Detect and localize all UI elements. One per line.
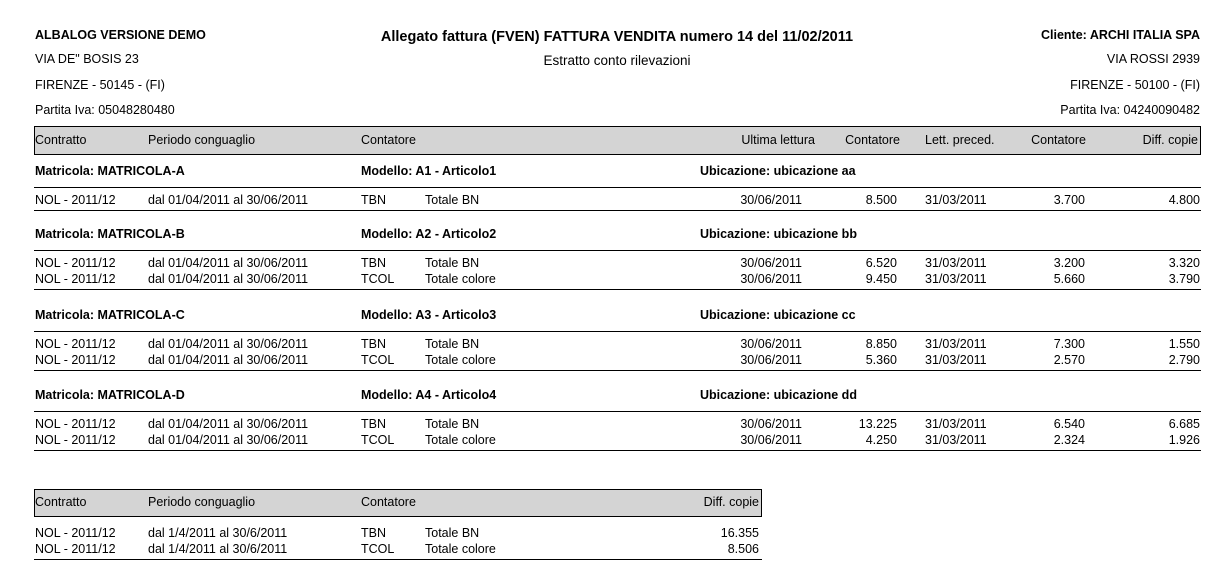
row-desc: Totale BN	[425, 337, 480, 351]
row-desc: Totale colore	[425, 353, 496, 367]
summary-row-code: TBN	[361, 526, 386, 540]
group-ubicazione: Ubicazione: ubicazione cc	[700, 308, 856, 322]
row-desc: Totale colore	[425, 433, 496, 447]
summary-row-code: TCOL	[361, 542, 395, 556]
group-matricola: Matricola: MATRICOLA-A	[35, 164, 185, 178]
row-periodo: dal 01/04/2011 al 30/06/2011	[148, 193, 309, 207]
row-code: TCOL	[361, 272, 395, 286]
row-periodo: dal 01/04/2011 al 30/06/2011	[148, 337, 309, 351]
group-end-line	[34, 450, 1201, 451]
group-modello: Modello: A4 - Articolo4	[361, 388, 497, 402]
col-periodo: Periodo conguaglio	[148, 133, 256, 147]
group-separator	[34, 187, 1201, 188]
group-modello: Modello: A2 - Articolo2	[361, 227, 497, 241]
row-ultima: 30/06/2011	[740, 256, 802, 270]
row-ultima: 30/06/2011	[740, 417, 802, 431]
row-cont1: 9.450	[865, 272, 897, 286]
client-vat: Partita Iva: 04240090482	[1060, 103, 1200, 117]
client-address: VIA ROSSI 2939	[1106, 52, 1200, 66]
row-desc: Totale colore	[425, 272, 496, 286]
col-contratto: Contratto	[35, 133, 87, 147]
row-prec: 31/03/2011	[925, 433, 987, 447]
row-code: TBN	[361, 193, 386, 207]
group-end-line	[34, 289, 1201, 290]
row-contratto: NOL - 2011/12	[35, 337, 116, 351]
row-cont1: 4.250	[865, 433, 897, 447]
row-contratto: NOL - 2011/12	[35, 417, 116, 431]
row-code: TCOL	[361, 433, 395, 447]
group-end-line	[34, 370, 1201, 371]
group-ubicazione: Ubicazione: ubicazione bb	[700, 227, 857, 241]
client-city: FIRENZE - 50100 - (FI)	[1070, 78, 1200, 92]
summary-col-contratto: Contratto	[35, 495, 87, 509]
group-matricola: Matricola: MATRICOLA-C	[35, 308, 185, 322]
col-contatore-2: Contatore	[1031, 133, 1086, 147]
row-diff: 6.685	[1168, 417, 1200, 431]
group-separator	[34, 331, 1201, 332]
row-contratto: NOL - 2011/12	[35, 353, 116, 367]
company-address: VIA DE" BOSIS 23	[35, 52, 139, 66]
summary-row-desc: Totale BN	[425, 526, 480, 540]
row-code: TBN	[361, 337, 386, 351]
row-cont2: 5.660	[1053, 272, 1085, 286]
summary-row-desc: Totale colore	[425, 542, 496, 556]
row-contratto: NOL - 2011/12	[35, 433, 116, 447]
summary-end-line	[34, 559, 762, 560]
row-periodo: dal 01/04/2011 al 30/06/2011	[148, 256, 309, 270]
client-name: Cliente: ARCHI ITALIA SPA	[1040, 28, 1200, 42]
row-cont1: 13.225	[858, 417, 897, 431]
row-desc: Totale BN	[425, 256, 480, 270]
row-ultima: 30/06/2011	[740, 433, 802, 447]
group-separator	[34, 250, 1201, 251]
company-vat: Partita Iva: 05048280480	[35, 103, 175, 117]
group-ubicazione: Ubicazione: ubicazione aa	[700, 164, 856, 178]
group-matricola: Matricola: MATRICOLA-D	[35, 388, 185, 402]
company-city: FIRENZE - 50145 - (FI)	[35, 78, 165, 92]
row-code: TBN	[361, 417, 386, 431]
group-separator	[34, 411, 1201, 412]
col-ultima-lettura: Ultima lettura	[741, 133, 815, 147]
row-prec: 31/03/2011	[925, 353, 987, 367]
company-name: ALBALOG VERSIONE DEMO	[35, 28, 206, 42]
row-prec: 31/03/2011	[925, 337, 987, 351]
row-diff: 2.790	[1168, 353, 1200, 367]
summary-col-periodo: Periodo conguaglio	[148, 495, 256, 509]
summary-row-diff: 16.355	[720, 526, 759, 540]
summary-row-periodo: dal 1/4/2011 al 30/6/2011	[148, 526, 288, 540]
row-prec: 31/03/2011	[925, 256, 987, 270]
row-code: TCOL	[361, 353, 395, 367]
row-periodo: dal 01/04/2011 al 30/06/2011	[148, 353, 309, 367]
row-cont2: 7.300	[1053, 337, 1085, 351]
row-desc: Totale BN	[425, 417, 480, 431]
row-cont2: 2.570	[1053, 353, 1085, 367]
summary-row-diff: 8.506	[727, 542, 759, 556]
row-contratto: NOL - 2011/12	[35, 193, 116, 207]
document-subtitle: Estratto conto rilevazioni	[543, 53, 691, 68]
row-diff: 3.790	[1168, 272, 1200, 286]
row-cont2: 6.540	[1053, 417, 1085, 431]
row-cont1: 5.360	[865, 353, 897, 367]
row-code: TBN	[361, 256, 386, 270]
col-contatore: Contatore	[361, 133, 416, 147]
col-contatore-1: Contatore	[845, 133, 900, 147]
row-ultima: 30/06/2011	[740, 337, 802, 351]
summary-row-periodo: dal 1/4/2011 al 30/6/2011	[148, 542, 288, 556]
row-ultima: 30/06/2011	[740, 353, 802, 367]
row-prec: 31/03/2011	[925, 272, 987, 286]
row-ultima: 30/06/2011	[740, 193, 802, 207]
document-title: Allegato fattura (FVEN) FATTURA VENDITA numero 14 del 11/02/2011	[380, 29, 854, 45]
row-prec: 31/03/2011	[925, 193, 987, 207]
row-desc: Totale BN	[425, 193, 480, 207]
row-contratto: NOL - 2011/12	[35, 272, 116, 286]
col-lett-preced: Lett. preced.	[925, 133, 995, 147]
row-diff: 4.800	[1168, 193, 1200, 207]
row-diff: 3.320	[1168, 256, 1200, 270]
row-periodo: dal 01/04/2011 al 30/06/2011	[148, 272, 309, 286]
row-diff: 1.926	[1168, 433, 1200, 447]
row-contratto: NOL - 2011/12	[35, 256, 116, 270]
summary-row-contratto: NOL - 2011/12	[35, 542, 116, 556]
row-cont2: 3.200	[1053, 256, 1085, 270]
row-cont1: 8.850	[865, 337, 897, 351]
summary-col-contatore: Contatore	[361, 495, 416, 509]
group-modello: Modello: A3 - Articolo3	[361, 308, 497, 322]
group-ubicazione: Ubicazione: ubicazione dd	[700, 388, 857, 402]
row-diff: 1.550	[1168, 337, 1200, 351]
summary-col-diff-copie: Diff. copie	[703, 495, 759, 509]
row-cont1: 6.520	[865, 256, 897, 270]
summary-row-contratto: NOL - 2011/12	[35, 526, 116, 540]
row-cont2: 3.700	[1053, 193, 1085, 207]
row-prec: 31/03/2011	[925, 417, 987, 431]
row-ultima: 30/06/2011	[740, 272, 802, 286]
group-end-line	[34, 210, 1201, 211]
row-periodo: dal 01/04/2011 al 30/06/2011	[148, 417, 309, 431]
group-matricola: Matricola: MATRICOLA-B	[35, 227, 185, 241]
row-cont1: 8.500	[865, 193, 897, 207]
row-periodo: dal 01/04/2011 al 30/06/2011	[148, 433, 309, 447]
col-diff-copie: Diff. copie	[1142, 133, 1198, 147]
row-cont2: 2.324	[1053, 433, 1085, 447]
group-modello: Modello: A1 - Articolo1	[361, 164, 497, 178]
